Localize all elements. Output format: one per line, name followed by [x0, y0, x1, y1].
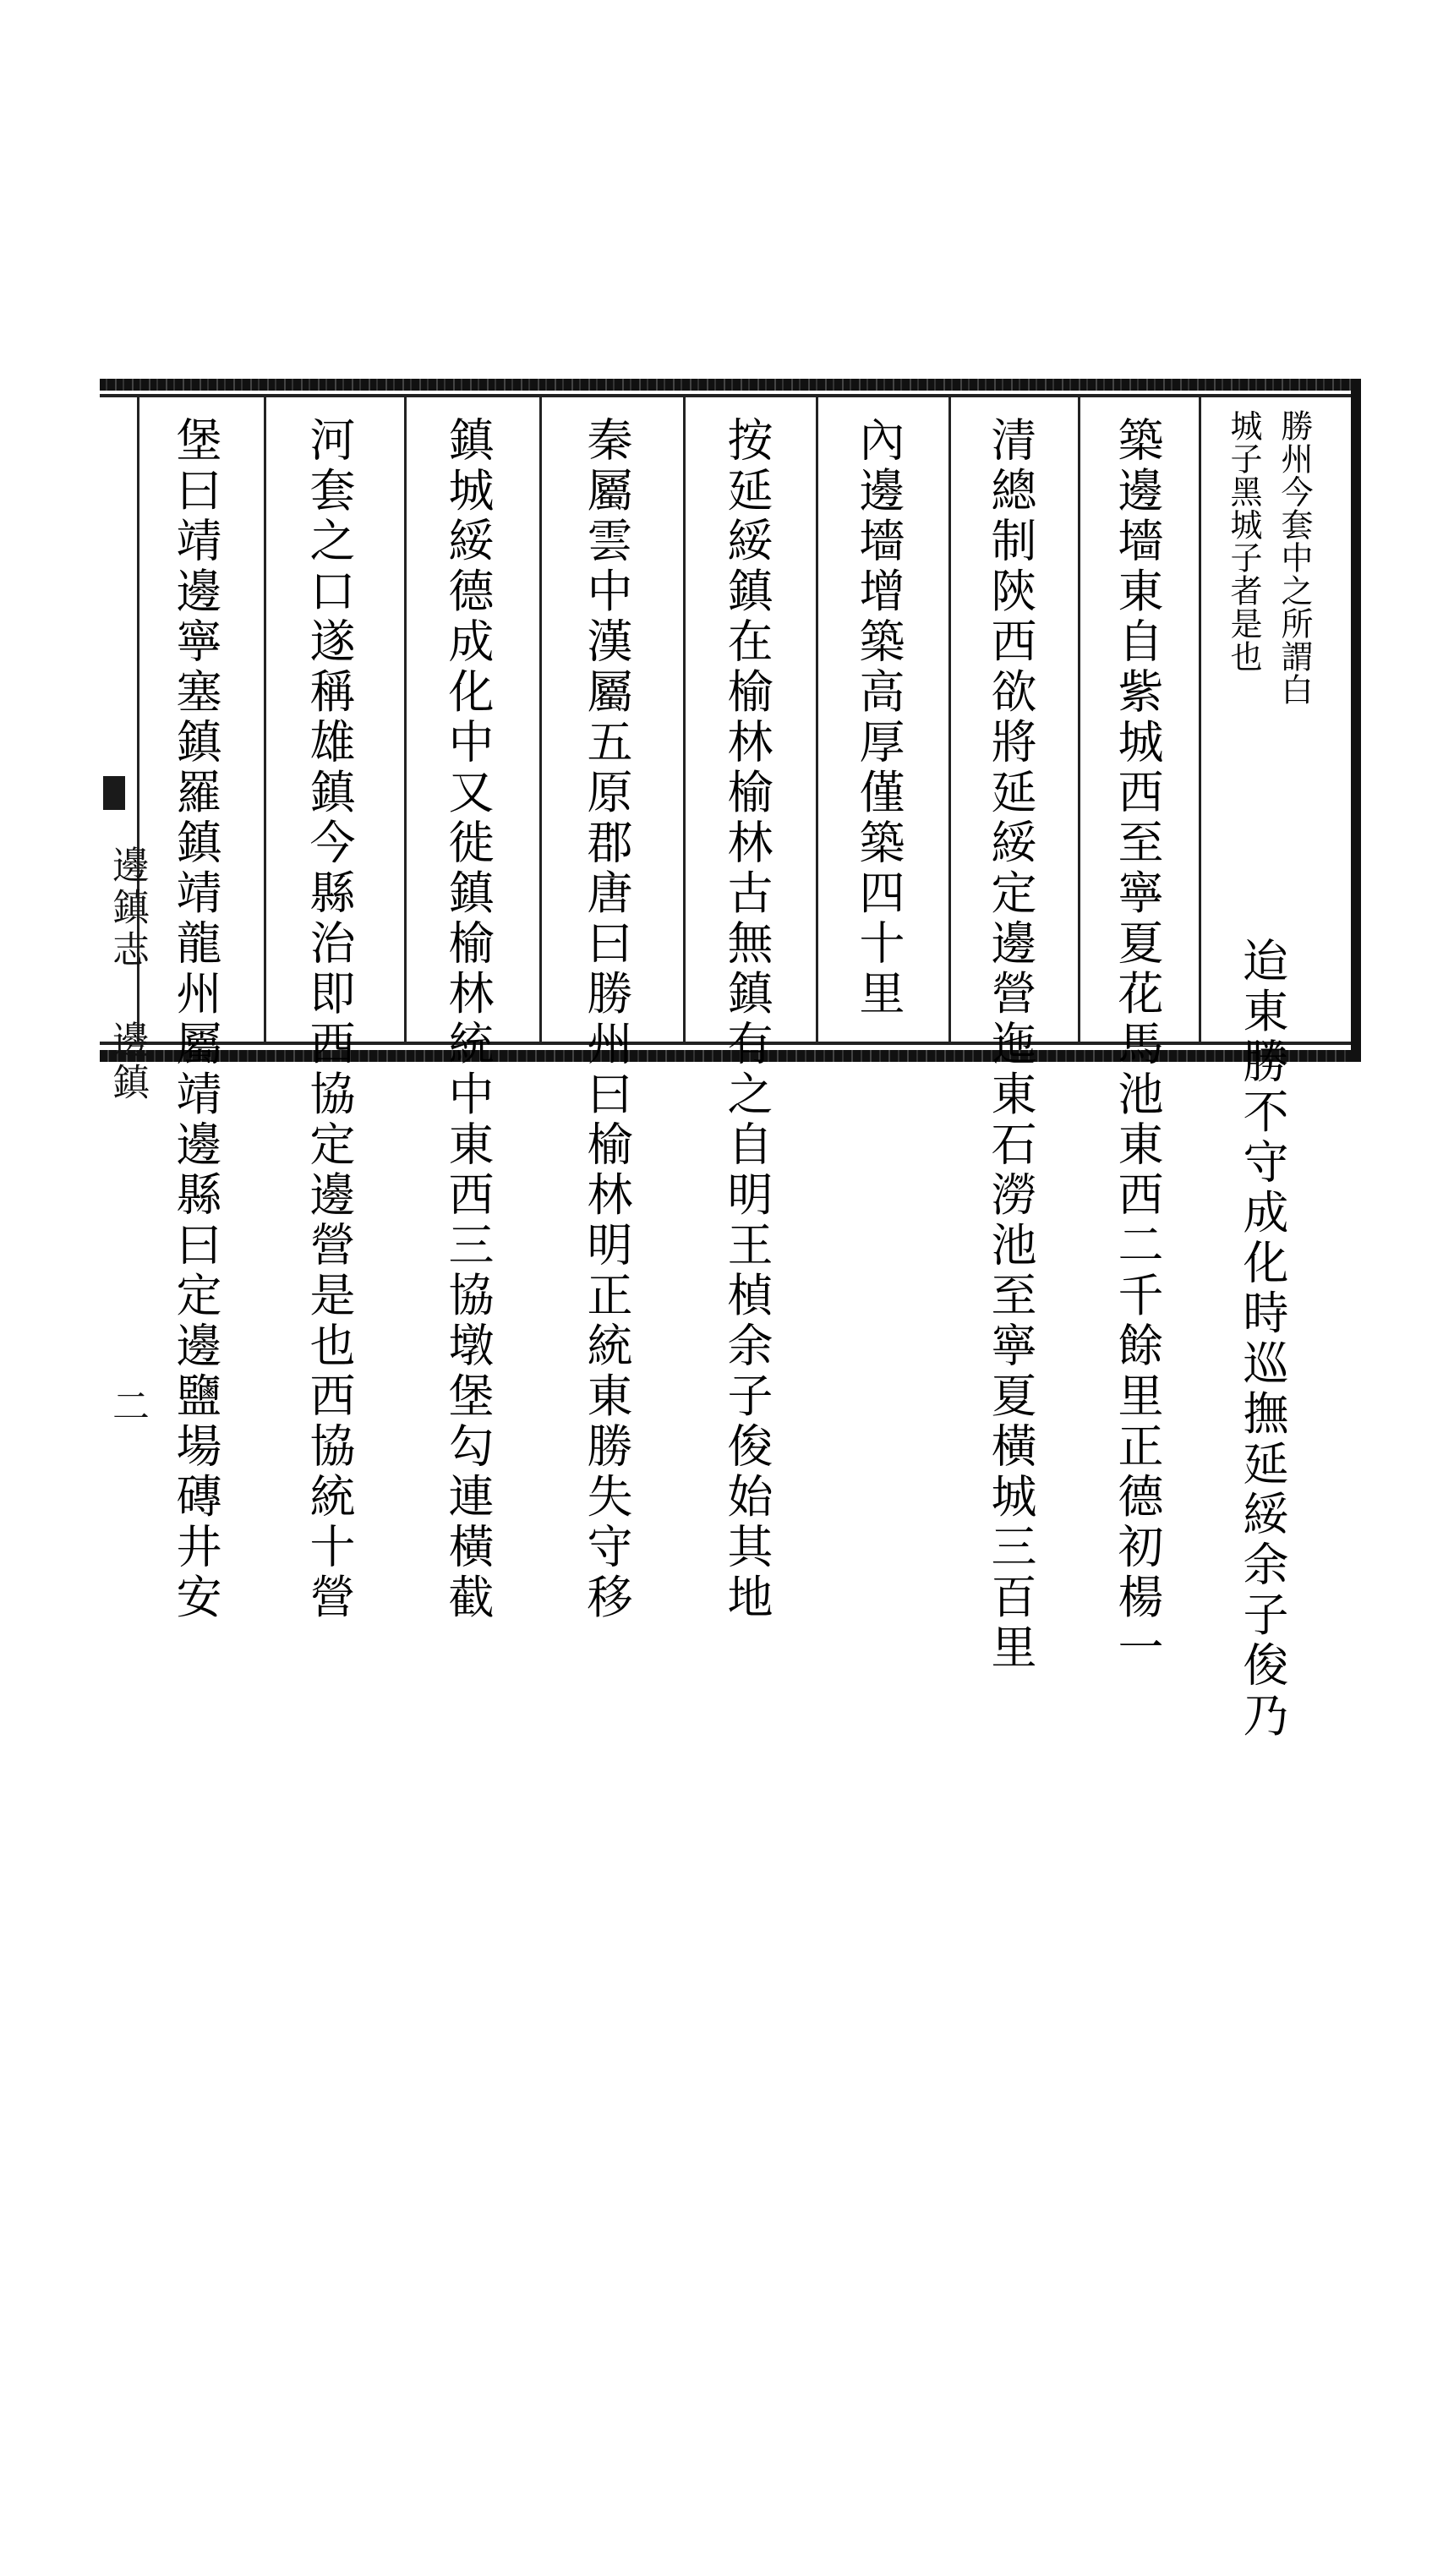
column-rule — [404, 397, 407, 1042]
column-rule — [1199, 397, 1201, 1042]
frame-top-inner-line — [100, 394, 1361, 397]
column-rule — [816, 397, 818, 1042]
text-column-8: 河套之口遂稱雄鎮今縣治即西協定邊營是也西協統十營 — [303, 416, 356, 1623]
column-rule — [1078, 397, 1080, 1042]
annotation-line-b: 城子黑城子者是也 — [1225, 409, 1262, 673]
column-rule — [264, 397, 266, 1042]
fold-fishtail-mark — [103, 776, 125, 810]
text-column-6: 秦屬雲中漢屬五原郡唐曰勝州曰榆林明正統東勝失守移 — [580, 416, 633, 1623]
text-column-9: 堡曰靖邊寧塞鎮羅鎮靖龍州屬靖邊縣曰定邊鹽場磚井安 — [169, 416, 222, 1623]
text-column-4: 內邊墻增築高厚僅築四十里 — [852, 416, 905, 1020]
frame-right-border — [1351, 379, 1361, 1062]
text-column-7: 鎮城綏德成化中又徙鎮榆林統中東西三協墩堡勾連橫截 — [441, 416, 495, 1623]
text-column-1: 迨東勝不守成化時巡撫延綏余子俊乃 — [1236, 937, 1289, 1742]
text-column-2: 築邊墻東自紫城西至寧夏花馬池東西二千餘里正德初楊一 — [1111, 416, 1164, 1674]
text-column-3: 清總制陝西欲將延綏定邊營迤東石澇池至寧夏橫城三百里 — [984, 416, 1037, 1674]
column-rule — [948, 397, 951, 1042]
text-column-5: 按延綏鎮在榆林榆林古無鎮有之自明王楨余子俊始其地 — [720, 416, 773, 1623]
annotation-line-a: 勝州今套中之所謂白 — [1276, 409, 1313, 706]
column-rule — [539, 397, 542, 1042]
column-rule — [683, 397, 686, 1042]
fold-title: 邊鎮志 邊鎮 — [106, 845, 149, 1105]
frame-top-border — [100, 379, 1361, 391]
fold-page-number: 二 — [106, 1386, 149, 1424]
